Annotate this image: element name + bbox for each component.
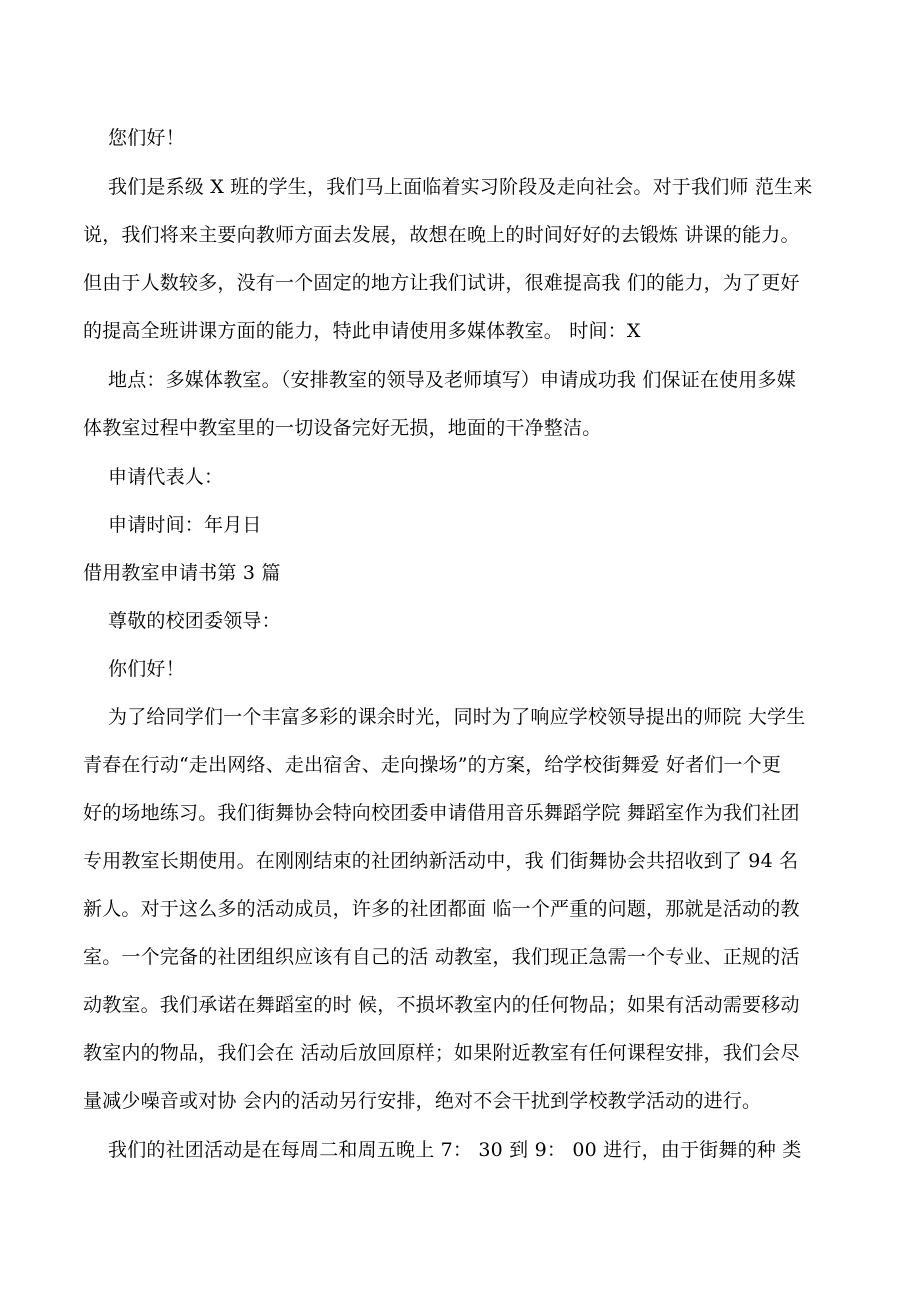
- section-title: 借用教室申请书第 3 篇: [83, 562, 281, 584]
- paragraph-2-line-1: 地点：多媒体教室。（安排教室的领导及老师填写）申请成功我 们保证在使用多媒: [108, 369, 796, 391]
- paragraph-1-line-2: 说，我们将来主要向教师方面去发展，故想在晚上的时间好好的去锻炼 讲课的能力。: [83, 224, 800, 246]
- greeting-line-2: 你们好！: [108, 658, 185, 680]
- paragraph-3-line-1: 为了给同学们一个丰富多彩的课余时光，同时为了响应学校领导提出的师院 大学生: [108, 706, 806, 728]
- paragraph-3-line-7: 动教室。我们承诺在舞蹈室的时 候，不损坏教室内的任何物品；如果有活动需要移动: [83, 994, 800, 1016]
- paragraph-3-line-4: 专用教室长期使用。在刚刚结束的社团纳新活动中，我 们街舞协会共招收到了 94 名: [83, 850, 799, 872]
- paragraph-3-line-3: 好的场地练习。我们街舞协会特向校团委申请借用音乐舞蹈学院 舞蹈室作为我们社团: [83, 802, 800, 824]
- paragraph-1-line-4: 的提高全班讲课方面的能力，特此申请使用多媒体教室。 时间：X: [83, 320, 641, 342]
- salutation-line: 尊敬的校团委领导：: [108, 610, 281, 632]
- paragraph-3-line-2: 青春在行动“走出网络、走出宿舍、走向操场”的方案，给学校街舞爱 好者们一个更: [83, 754, 782, 776]
- paragraph-1-line-3: 但由于人数较多，没有一个固定的地方让我们试讲，很难提高我 们的能力，为了更好: [83, 272, 800, 294]
- paragraph-1-line-1: 我们是系级 X 班的学生，我们马上面临着实习阶段及走向社会。对于我们师 范生来: [108, 176, 813, 198]
- paragraph-2-line-2: 体教室过程中教室里的一切设备完好无损，地面的干净整洁。: [83, 417, 602, 439]
- greeting-line: 您们好！: [108, 127, 185, 149]
- paragraph-3-line-5: 新人。对于这么多的活动成员，许多的社团都面 临一个严重的问题，那就是活动的教: [83, 898, 800, 920]
- paragraph-4-line-1: 我们的社团活动是在每周二和周五晚上 7： 30 到 9： 00 进行，由于街舞的种 类: [108, 1139, 802, 1161]
- paragraph-3-line-6: 室。一个完备的社团组织应该有自己的活 动教室，我们现正急需一个专业、正规的活: [83, 946, 800, 968]
- applicant-representative-line: 申请代表人：: [108, 466, 224, 488]
- paragraph-3-line-8: 教室内的物品，我们会在 活动后放回原样；如果附近教室有任何课程安排，我们会尽: [83, 1042, 800, 1064]
- application-time-line: 申请时间：年月日: [108, 514, 262, 536]
- paragraph-3-line-9: 量减少噪音或对协 会内的活动另行安排，绝对不会干扰到学校教学活动的进行。: [83, 1090, 762, 1112]
